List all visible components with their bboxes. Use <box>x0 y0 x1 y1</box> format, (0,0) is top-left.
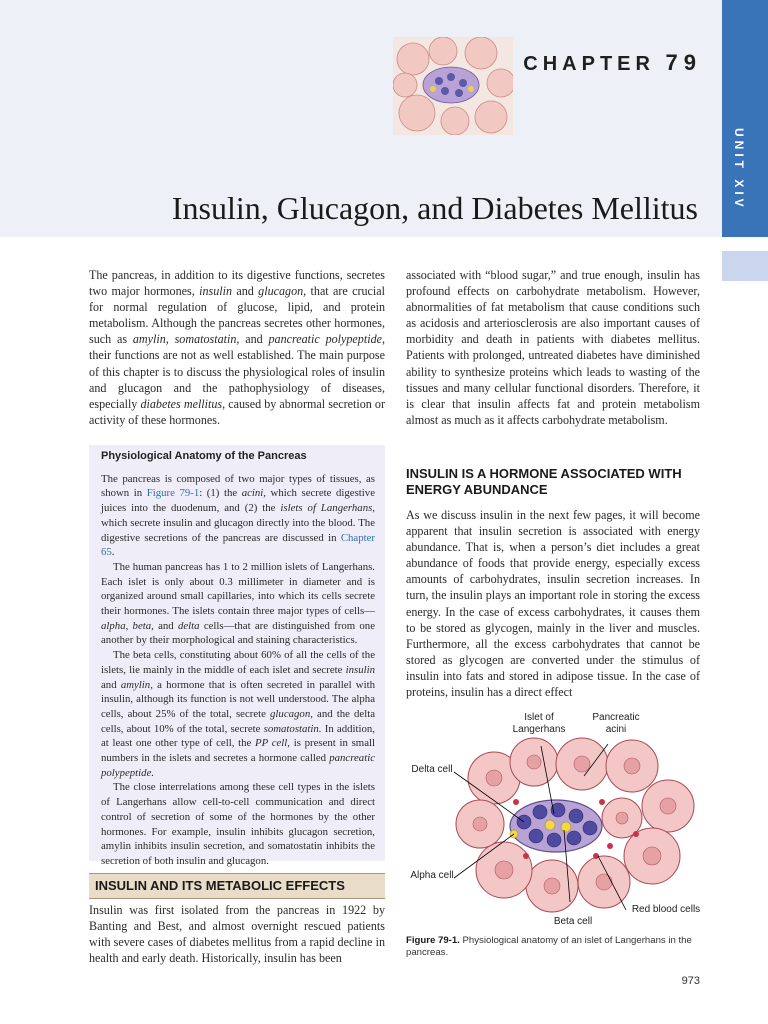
anatomy-paragraph-3: The beta cells, constituting about 60% of all the cells of the islets, lie mainly in the middle of each islet and secrete insulin and amylin, a hormone that is often secreted in parallel with insulin, although its function is not well understood. The alpha cells, about 25% of the total, secrete glucagon, and the delta cells, about 10% of the total, secrete somatostatin. In addition, at least one other type of cell, the PP cell, is present in small numbers in the islets and secretes a hormone called pancreatic polypeptide. <box>101 649 375 779</box>
right-paragraph-2: As we discuss insulin in the next few pages, it will become apparent that insulin secretion is associated with energy abundance. That is, when a person’s diet includes a great abundance of foods that provide energy, especially excess amounts of carbohydrates, insulin secretion increases. In turn, the insulin plays an important role in storing the excess energy. In the case of excess carbohydrates, it causes them to be stored as glycogen, mainly in the liver and muscles. Furthermore, all the excess carbohydrates that cannot be stored as glycogen are converted under the stimulus of insulin into fats and stored in adipose tissue. In the case of proteins, insulin has a direct effect <box>406 508 700 700</box>
anatomy-box <box>89 445 385 867</box>
intro-paragraph: The pancreas, in addition to its digestive functions, secretes two major hormones, insulin and glucagon, that are crucial for normal regulation of glucose, lipid, and protein metabolism. Although the pancreas secretes other hormones, such as amylin, somatostatin, and pancreatic polypeptide, their functions are not as well established. The main purpose of this chapter is to discuss the physiological roles of insulin and glucagon and the pathophysiology of diseases, especially diabetes mellitus, caused by abnormal secretion or activity of these hormones. <box>89 268 386 427</box>
page-number: 973 <box>681 975 700 987</box>
anatomy-box-heading: Physiological Anatomy of the Pancreas <box>101 450 307 462</box>
anatomy-paragraph-4: The close interrelations among these cell types in the islets of Langerhans allow cell-to-cell communication and direct control of secretion of some of the hormones by the other hormones. For example, insulin inhibits glucagon secretion, amylin inhibits insulin secretion, and somatostatin inhibits the secretion of both insulin and glucagon. <box>101 781 375 867</box>
insulin-paragraph: Insulin was first isolated from the pancreas in 1922 by Banting and Best, and almost overnight rescued patients with severe cases of diabetes mellitus from a rapid decline in health and early death. Historically, insulin has been <box>89 903 385 966</box>
label-beta-cell: Beta cell <box>553 916 593 927</box>
chapter-label: CHAPTER 79 <box>523 50 702 75</box>
chapter-65-link[interactable]: Chapter 65 <box>101 531 375 559</box>
unit-tab-label: UNIT XIV <box>732 128 746 211</box>
label-red-blood-cells: Red blood cells <box>631 904 701 915</box>
unit-tab-marker <box>722 251 768 281</box>
section-heading-insulin: INSULIN AND ITS METABOLIC EFFECTS <box>89 873 385 899</box>
chapter-number: 79 <box>665 50 702 75</box>
figure-79-1 <box>406 706 706 936</box>
label-acini: Pancreatic acini <box>592 712 640 735</box>
label-delta-cell: Delta cell <box>411 764 453 775</box>
anatomy-paragraph-2: The human pancreas has 1 to 2 million islets of Langerhans. Each islet is only about 0.3 millimeter in diameter and is organized around small capillaries, into which its cells secrete their hormones. The islets contain three major types of cells—alpha, beta, and delta cells—that are distinguished from one another by their morphological and staining characteristics. <box>101 560 375 647</box>
right-paragraph-1: associated with “blood sugar,” and true enough, insulin has profound effects on carbohydrate metabolism. However, abnormalities of fat metabolism that cause conditions such as acidosis and arteriosclerosis are also important causes of morbidity and death in patients with diabetes mellitus. Patients with prolonged, untreated diabetes have diminished ability to synthesize proteins which leads to wasting of the tissues and many cellular functional disorders. Therefore, it is clear that insulin affects fat and protein metabolism almost as much as it affects carbohydrate metabolism. <box>406 268 700 427</box>
figure-79-1-link[interactable]: Figure 79-1 <box>146 487 200 500</box>
label-alpha-cell: Alpha cell <box>410 870 454 881</box>
islet-header-illustration <box>393 37 513 135</box>
unit-tab <box>722 0 768 237</box>
islet-diagram <box>406 706 706 936</box>
figure-caption-label: Figure 79-1. <box>406 935 460 946</box>
section-heading-energy: INSULIN IS A HORMONE ASSOCIATED WITH ENERGY ABUNDANCE <box>406 466 682 497</box>
label-islet: Islet of Langerhans <box>512 712 566 735</box>
chapter-title: Insulin, Glucagon, and Diabetes Mellitus <box>171 190 698 226</box>
anatomy-paragraph-1: The pancreas is composed of two major types of tissues, as shown in Figure 79-1: (1) the acini, which secrete digestive juices into the duodenum, and (2) the islets of Langerhans, which secrete insulin and glucagon directly into the blood. The digestive secretions of the pancreas are discussed in Chapter 65. <box>101 472 375 559</box>
figure-caption: Figure 79-1. Physiological anatomy of an islet of Langerhans in the pancreas. <box>406 935 692 958</box>
